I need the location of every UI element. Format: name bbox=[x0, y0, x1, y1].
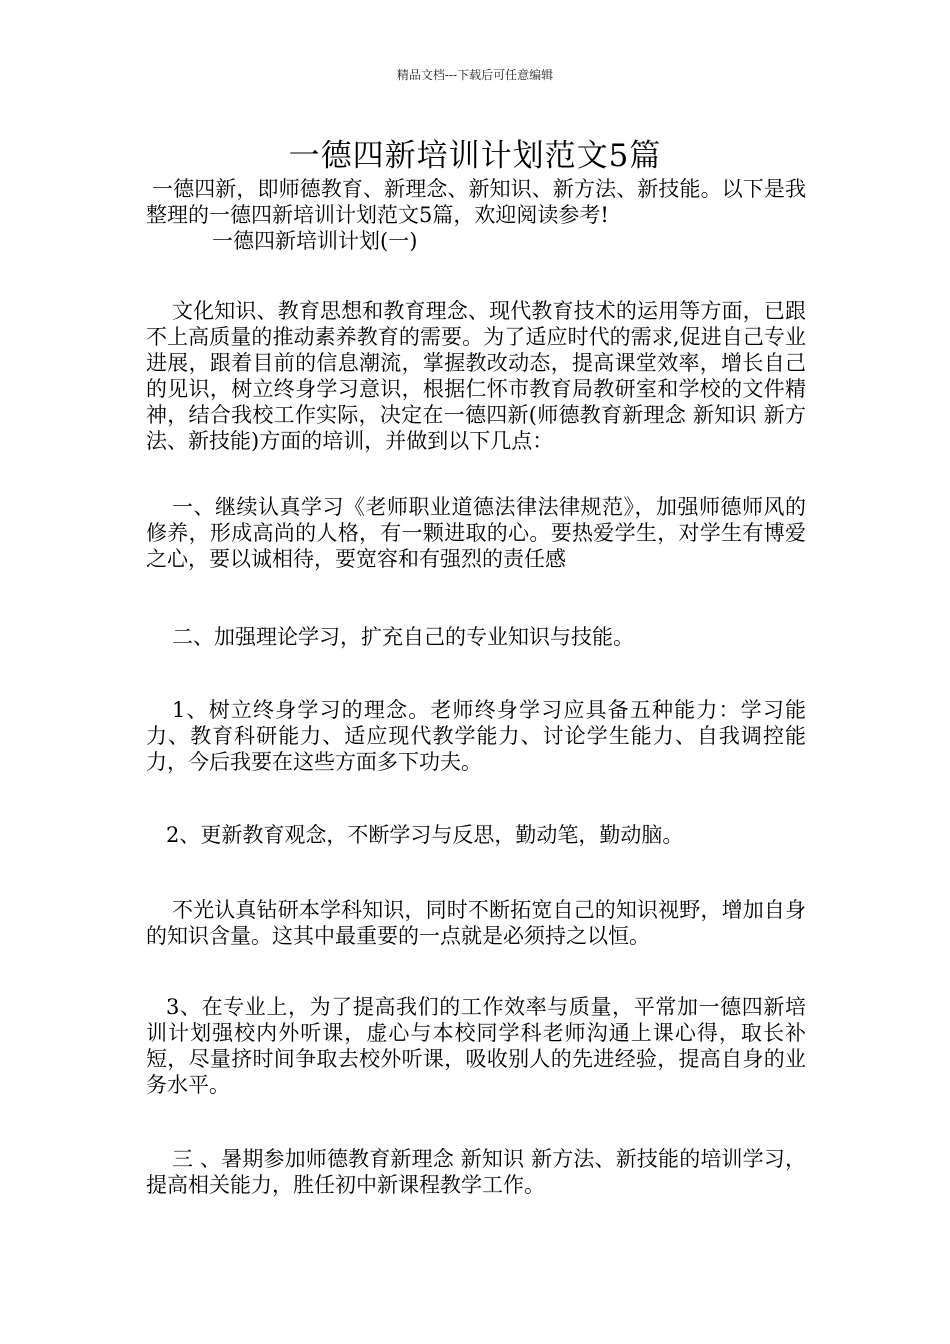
paragraph-2: 一、继续认真学习《老师职业道德法律法律规范》，加强师德师风的修养，形成高尚的人格，有一颗进取的心。要热爱学生，对学生有博爱之心，要以诚相待，要宽容和有强烈的责任感 bbox=[146, 495, 806, 571]
paragraph-7: 3、在专业上，为了提高我们的工作效率与质量，平常加一德四新培训计划强校内外听课，虚心与本校同学科老师沟通上课心得，取长补短，尽量挤时间争取去校外听课，吸收别人的先进经验，提高自身的业务水平。 bbox=[146, 995, 806, 1097]
paragraph-8: 三 、暑期参加师德教育新理念 新知识 新方法、新技能的培训学习，提高相关能力，胜任初中新课程教学工作。 bbox=[146, 1147, 806, 1197]
paragraph-5: 2、更新教育观念，不断学习与反思，勤动笔，勤动脑。 bbox=[166, 823, 684, 847]
paragraph-4: 1、树立终身学习的理念。老师终身学习应具备五种能力：学习能力、教育科研能力、适应现代教学能力、讨论学生能力、自我调控能力，今后我要在这些方面多下功夫。 bbox=[146, 698, 806, 774]
paragraph-1: 文化知识、教育思想和教育理念、现代教育技术的运用等方面，已跟不上高质量的推动素养教育的需要。为了适应时代的需求,促进自己专业进展，跟着目前的信息潮流，掌握教改动态，提高课堂效率，增长自己的见识，树立终身学习意识，根据仁怀市教育局教研室和学校的文件精神，结合我校工作实际，决定在一德四新(师德教育新理念 新知识 新方法、新技能)方面的培训，并做到以下几点： bbox=[146, 299, 806, 453]
section-subtitle: 一德四新培训计划(一) bbox=[212, 229, 418, 253]
page-title: 一德四新培训计划范文5篇 bbox=[288, 138, 662, 174]
intro-paragraph: 一德四新，即师德教育、新理念、新知识、新方法、新技能。以下是我整理的一德四新培训计划范文5篇，欢迎阅读参考! bbox=[146, 177, 806, 227]
header-note: 精品文档---下载后可任意编辑 bbox=[396, 68, 554, 82]
paragraph-6: 不光认真钻研本学科知识，同时不断拓宽自己的知识视野，增加自身的知识含量。这其中最重要的一点就是必须持之以恒。 bbox=[146, 898, 806, 948]
paragraph-3: 二、加强理论学习，扩充自己的专业知识与技能。 bbox=[172, 625, 634, 649]
